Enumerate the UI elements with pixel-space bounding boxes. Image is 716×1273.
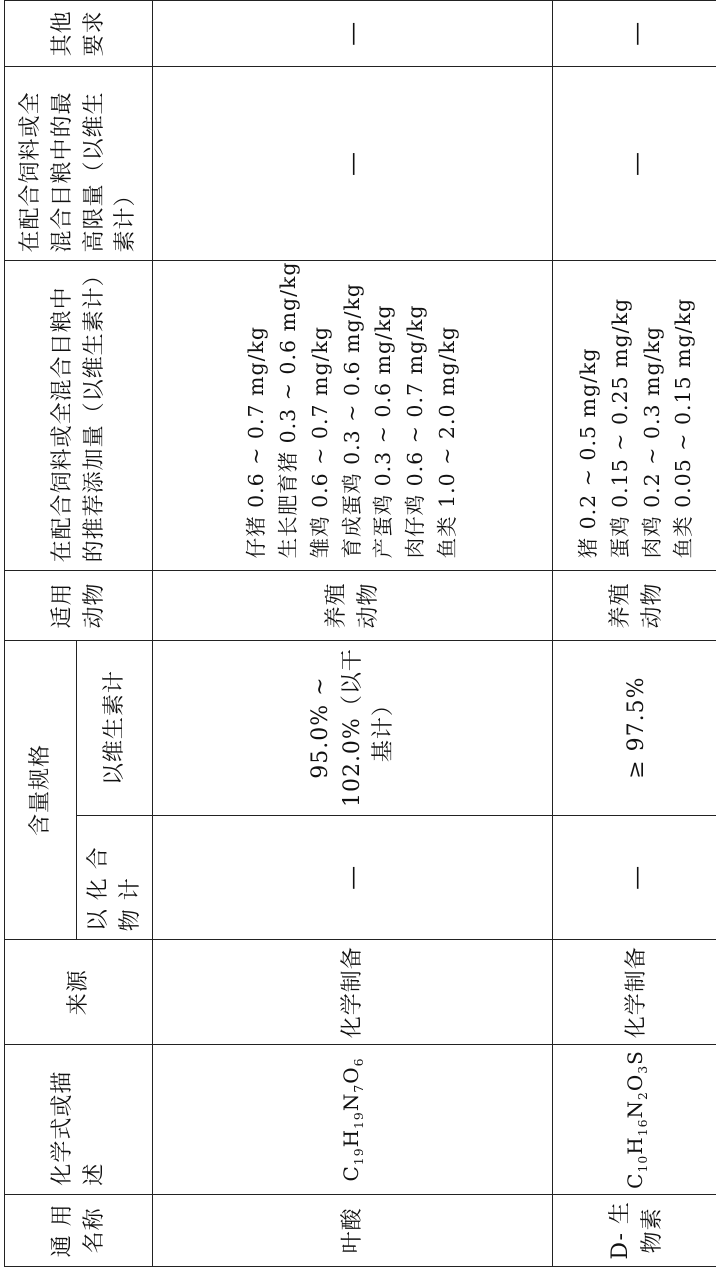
cell-max-limit: — [553, 66, 716, 261]
cell-other: — [153, 1, 553, 67]
header-formula: 化学式或描述 [5, 1045, 153, 1194]
dose-line: 生长肥育猪 0.3 ~ 0.6 mg/kg [276, 261, 301, 559]
table-row [553, 1, 716, 1267]
cell-as-vitamin: 95.0% ~ 102.0%（以干基计） [153, 640, 553, 815]
cell-animals: 养殖动物 [553, 571, 716, 640]
cell-source: 化学制备 [553, 940, 716, 1045]
table-row [153, 1, 553, 1267]
cell-name: 叶酸 [153, 1194, 553, 1266]
header-source: 来源 [5, 940, 153, 1045]
dose-line: 鱼类 1.0 ~ 2.0 mg/kg [434, 325, 459, 559]
dose-line: 蛋鸡 0.15 ~ 0.25 mg/kg [607, 297, 632, 559]
cell-as-compound: — [153, 815, 553, 940]
dose-line: 雏鸡 0.6 ~ 0.7 mg/kg [307, 325, 332, 559]
header-recommended-dose: 在配合饲料或全混合日粮中的推荐添加量（以维生素计） [5, 261, 153, 571]
cell-as-vitamin: ≥ 97.5% [553, 640, 716, 815]
vitamin-additive-table [4, 0, 716, 1267]
header-name: 通 用 名称 [5, 1194, 153, 1266]
cell-other: — [553, 1, 716, 67]
header-max-limit: 在配合饲料或全混合日粮中的最高限量（以维生素计） [5, 66, 153, 261]
header-as-vitamin: 以维生素计 [77, 640, 153, 815]
cell-source: 化学制备 [153, 940, 553, 1045]
header-as-compound: 以 化 合 物 计 [77, 815, 153, 940]
cell-animals: 养殖动物 [153, 571, 553, 640]
dose-line: 仔猪 0.6 ~ 0.7 mg/kg [244, 325, 269, 559]
dose-line: 肉鸡 0.2 ~ 0.3 mg/kg [639, 325, 664, 559]
cell-as-compound: — [553, 815, 716, 940]
dose-line: 产蛋鸡 0.3 ~ 0.6 mg/kg [371, 304, 396, 559]
cell-recommended-dose [153, 261, 553, 571]
cell-recommended-dose [553, 261, 716, 571]
dose-line: 猪 0.2 ~ 0.5 mg/kg [575, 347, 600, 559]
dose-line: 育成蛋鸡 0.3 ~ 0.6 mg/kg [339, 282, 364, 559]
header-content-spec: 含量规格 [5, 640, 77, 940]
header-animals: 适用动物 [5, 571, 153, 640]
cell-max-limit: — [153, 66, 553, 261]
cell-formula: $C_{10}H_{16}N_2O_3S$ [553, 1045, 716, 1194]
dose-line: 鱼类 0.05 ~ 0.15 mg/kg [671, 297, 696, 559]
cell-formula: $C_{19}H_{19}N_7O_6$ [153, 1045, 553, 1194]
dose-line: 肉仔鸡 0.6 ~ 0.7 mg/kg [403, 304, 428, 559]
header-other: 其他要求 [5, 1, 153, 67]
cell-name: D- 生物素 [553, 1194, 716, 1266]
